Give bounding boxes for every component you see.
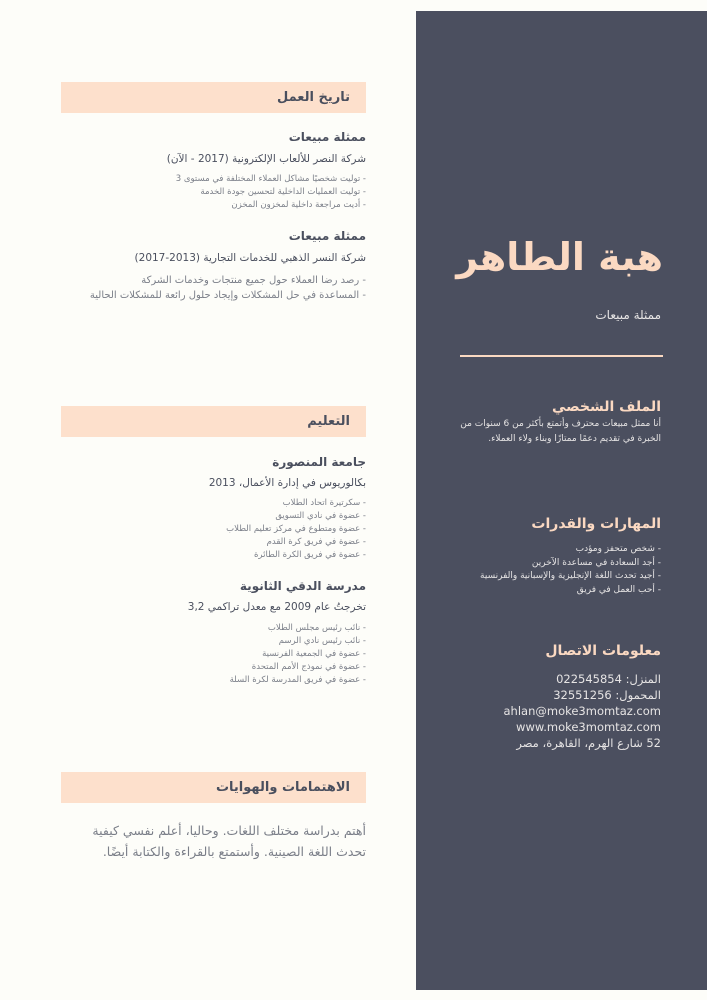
- list-item: - أديت مراجعة داخلية لمخزون المخزن: [231, 200, 366, 210]
- person-role: ممثلة مبيعات: [595, 308, 661, 322]
- profile-heading: الملف الشخصي: [551, 399, 661, 415]
- education-heading: التعليم: [61, 406, 366, 437]
- school-degree: بكالوريوس في إدارة الأعمال، 2013: [208, 477, 366, 489]
- contact-mobile-phone: المحمول: 32551256: [553, 688, 661, 702]
- list-item: - عضوة في نادي التسويق: [275, 511, 366, 521]
- sidebar-panel: [416, 11, 707, 990]
- contact-heading: معلومات الاتصال: [545, 643, 661, 659]
- job-duties: [90, 273, 366, 303]
- skill-item: - أجيد تحدث اللغة الإنجليزية والإسبانية والفرنسية: [480, 571, 661, 581]
- work-history-heading: تاريخ العمل: [61, 82, 366, 113]
- list-item: - عضوة ومتطوع في مركز تعليم الطلاب: [226, 524, 366, 534]
- skill-item: - أجد السعادة في مساعدة الآخرين: [531, 557, 661, 568]
- profile-text: أنا ممثل مبيعات محترف وأتمتع بأكثر من 6 سنوات من الخبرة في تقديم دعمًا ممتازًا وبناء ولاء العملاء.: [460, 419, 661, 444]
- job-title: ممثلة مبيعات: [288, 229, 366, 243]
- skills-list: [480, 543, 661, 597]
- list-item: - توليت العمليات الداخلية لتحسين جودة الخدمة: [200, 187, 366, 197]
- school-activities: [226, 497, 366, 562]
- contact-list: [504, 671, 662, 751]
- contact-home-phone: المنزل: 022545854: [556, 672, 661, 686]
- list-item: - توليت شخصيًا مشاكل العملاء المختلفة في مستوى 3: [175, 174, 366, 184]
- school-activities: [230, 622, 366, 687]
- skill-item: - أحب العمل في فريق: [576, 584, 661, 595]
- list-item: - رصد رضا العملاء حول جميع منتجات وخدمات الشركة: [141, 275, 366, 286]
- job-title: ممثلة مبيعات: [288, 130, 366, 144]
- contact-address: 52 شارع الهرم، القاهرة، مصر: [516, 736, 661, 750]
- contact-email[interactable]: ahlan@moke3momtaz.com: [503, 704, 661, 718]
- school-degree: تخرجتُ عام 2009 مع معدل تراكمي 3,2: [187, 601, 366, 613]
- list-item: - المساعدة في حل المشكلات وإيجاد حلول رائعة للمشكلات الحالية: [89, 290, 366, 301]
- person-name: هبة الطاهر: [456, 235, 663, 279]
- contact-website[interactable]: www.moke3momtaz.com: [516, 720, 661, 734]
- list-item: - عضوة في الجمعية الفرنسية: [262, 649, 366, 659]
- hobbies-heading: الاهتمامات والهوايات: [61, 772, 366, 803]
- list-item: - عضوة في فريق الكرة الطائرة: [253, 550, 366, 560]
- school-name: مدرسة الدقي الثانوية: [239, 579, 366, 593]
- list-item: - عضوة في فريق كرة القدم: [266, 537, 366, 547]
- list-item: - نائب رئيس مجلس الطلاب: [267, 623, 366, 633]
- job-company: شركة النسر الذهبي للخدمات التجارية (2013-2017): [134, 252, 366, 264]
- school-name: جامعة المنصورة: [272, 455, 366, 469]
- job-duties: [176, 173, 366, 212]
- list-item: - عضوة في نموذج الأمم المتحدة: [251, 662, 366, 672]
- skill-item: - شخص متحفز ومؤدب: [575, 544, 661, 554]
- skills-heading: المهارات والقدرات: [531, 516, 661, 532]
- job-company: شركة النصر للألعاب الإلكترونية (2017 - الآن): [166, 153, 366, 165]
- hobbies-text: أهتم بدراسة مختلف اللغات. وحاليا، أعلم نفسي كيفية تحدث اللغة الصينية. وأستمتع بالقراءة والكتابة أيضًا.: [92, 823, 366, 859]
- list-item: - نائب رئيس نادي الرسم: [278, 636, 366, 646]
- divider: [460, 355, 663, 357]
- list-item: - سكرتيرة اتحاد الطلاب: [282, 498, 366, 508]
- list-item: - عضوة في فريق المدرسة لكرة السلة: [229, 675, 366, 685]
